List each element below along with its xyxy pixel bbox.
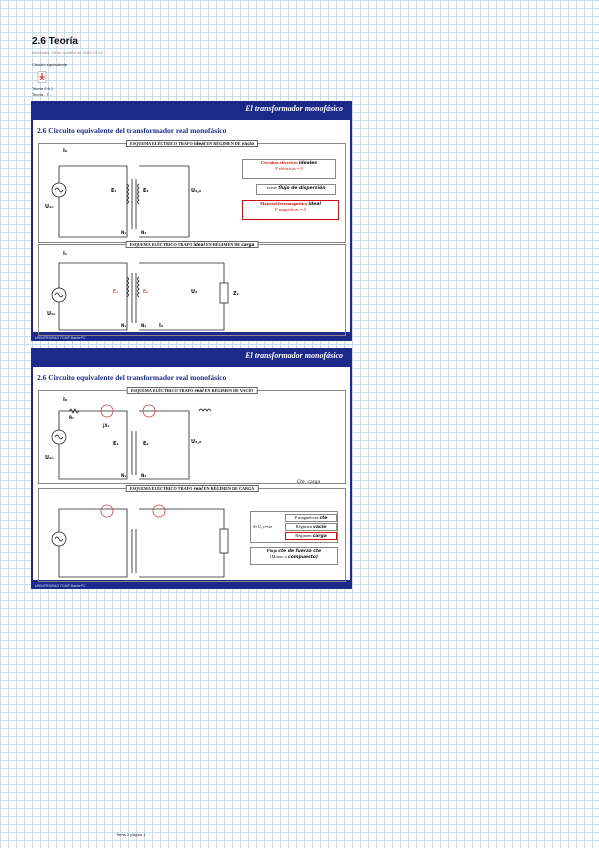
slide-2-footer: UNIVERSIDAD TCME BaslerPC: [35, 584, 86, 588]
slide-2: [31, 348, 352, 589]
panel-ideal-vacio: [38, 143, 346, 243]
label-e1-3: E₁: [113, 441, 119, 447]
label-n2-3: N₂: [141, 473, 147, 478]
panel-title: ESQUEMA ELÉCTRICO TRAFO real EN RÉGIMEN DE CARGA: [126, 485, 259, 492]
label-jx1: jX₁: [103, 423, 110, 428]
attachment-name[interactable]: Teoría 2.6.1: [32, 86, 54, 91]
label-i1: I₁: [63, 251, 68, 257]
box-flujo-2: Flujo cte de fuerza cte (Mutuo o compuesto): [250, 547, 338, 565]
circuit-diagram: [39, 391, 345, 483]
box-flujo: existe flujo de dispersión: [256, 184, 336, 195]
label-u20-2: U₂,₀: [191, 439, 202, 445]
panel-real-carga: [38, 488, 346, 582]
label-n1-2: N₁: [121, 323, 127, 328]
panel-title: ESQUEMA ELÉCTRICO TRAFO ideal EN RÉGIMEN DE vacío: [126, 140, 258, 147]
panel-title: ESQUEMA ELÉCTRICO TRAFO real EN RÉGIMEN DE VACÍO: [127, 387, 258, 394]
page-title: 2.6 Teoría: [32, 36, 78, 47]
label-u1n-2: U₁ₙ: [47, 311, 56, 317]
slide-2-title: 2.6 Circuito equivalente del transformador real monofásico: [37, 373, 227, 382]
label-n2-2: N₂: [141, 323, 147, 328]
page-footer: Tema 2 página 1: [116, 832, 146, 837]
box-perdidas: P magnéticas cte Si U₁ₙ=cte Régimen vacío Régimen carga: [250, 511, 338, 543]
slide-1-footer: UNIVERSIDAD TCME BaslerPC: [35, 336, 86, 340]
label-e1: E₁: [111, 188, 117, 194]
label-e2: E₂: [143, 188, 149, 194]
label-r1: R₁: [69, 415, 74, 420]
label-u20: U₂,₀: [191, 188, 202, 194]
attachment-subname: Teoría - T...: [32, 92, 52, 97]
slide-2-header: El transformador monofásico: [245, 351, 343, 360]
page-date: miércoles, 28 de octubre de 2020 23:13: [32, 50, 103, 55]
label-i0: I₀: [63, 148, 68, 154]
label-n1: N₁: [121, 230, 127, 235]
label-n1-3: N₁: [121, 473, 127, 478]
panel-real-vacio: [38, 390, 346, 484]
box-circuitos: Circuitos eléctricos ideales P eléctricas = 0: [242, 159, 336, 179]
slide-1-title: 2.6 Circuito equivalente del transformador real monofásico: [37, 126, 227, 135]
label-n2: N₂: [141, 230, 147, 235]
panel-ideal-carga: [38, 244, 346, 336]
slide-1: [31, 101, 352, 341]
label-u1n-3: U₁ₙ: [45, 455, 54, 461]
slide-1-header: El transformador monofásico: [245, 104, 343, 113]
label-e2-2: E₂: [143, 289, 149, 295]
label-i0-2: I₀: [63, 397, 68, 403]
pdf-file-icon[interactable]: [37, 71, 47, 83]
box-material: Material ferromagnético ideal P magnéticas = 0: [242, 200, 339, 220]
label-u1n: U₁ₙ: [45, 204, 54, 210]
note-cte-carga: Cte. carga: [297, 480, 321, 485]
label-e2-3: E₂: [143, 441, 149, 447]
page-subtitle: Circuito equivalente: [32, 62, 68, 67]
label-z2: Z₂: [233, 291, 239, 297]
label-e1-2: E₁: [113, 289, 119, 295]
label-u2: U₂: [191, 289, 198, 295]
panel-title: ESQUEMA ELÉCTRICO TRAFO ideal EN RÉGIMEN DE carga: [126, 241, 259, 248]
label-i2: I₂: [159, 323, 164, 329]
